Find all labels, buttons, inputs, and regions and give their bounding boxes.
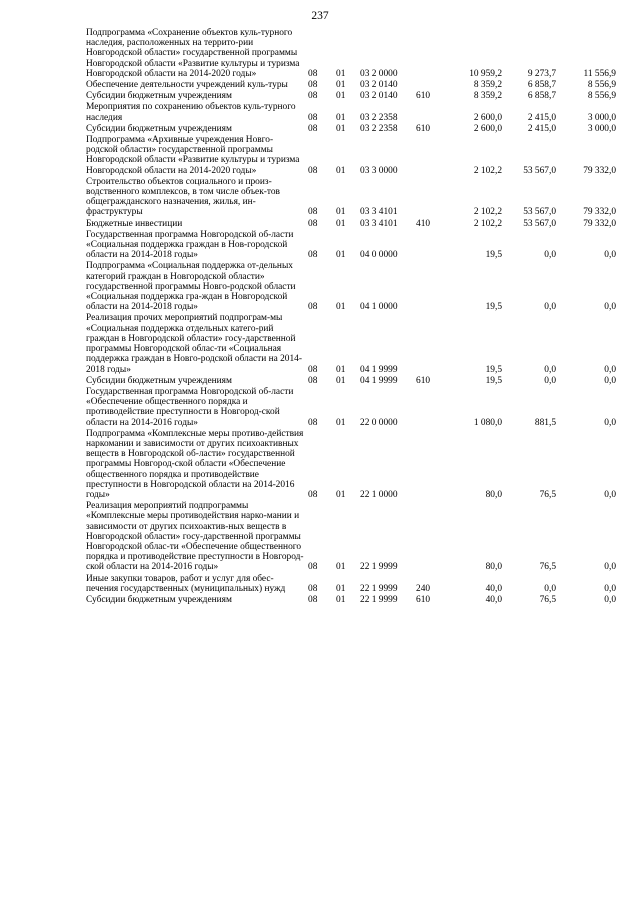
expense-type-cell [416, 500, 440, 572]
section-code-cell: 08 [308, 123, 318, 134]
section-code-cell: 08 [308, 302, 318, 313]
amount-year3-cell: 0,0 [604, 417, 616, 428]
row-name-cell: Подпрограмма «Сохранение объектов куль-турного наследия, расположенных на террито-рии Новгородской области» государственной программы Новгородской области «Развитие культуры и туризма Новгородской области на 2014-2020 годы» [86, 28, 300, 79]
section-code-cell: 08 [308, 207, 318, 218]
amount-year3-cell: 0,0 [604, 250, 616, 261]
amount-year1-cell: 40,0 [485, 594, 502, 605]
subsection-code-cell: 01 [336, 68, 346, 79]
amount-year2-cell: 2 415,0 [527, 112, 556, 123]
amount-year1-cell: 19,5 [485, 250, 502, 261]
subsection-code-cell: 01 [336, 250, 346, 261]
target-article-cell: 03 3 0000 [360, 165, 398, 176]
target-article-cell: 22 1 9999 [360, 562, 398, 573]
amount-year1-cell: 19,5 [485, 375, 502, 386]
table-row [86, 375, 616, 386]
subsection-code-cell: 01 [336, 583, 346, 594]
expense-type-cell [416, 229, 440, 261]
amount-year3-cell: 3 000,0 [587, 112, 616, 123]
expense-type-cell: 610 [416, 375, 431, 386]
subsection-code-cell: 01 [336, 91, 346, 102]
expense-type-cell [416, 28, 440, 79]
section-code-cell: 08 [308, 250, 318, 261]
section-code-cell: 08 [308, 583, 318, 594]
table-row [86, 90, 616, 101]
amount-year3-cell: 11 556,9 [583, 68, 616, 79]
expense-type-cell: 410 [416, 218, 431, 229]
amount-year2-cell: 881,5 [534, 417, 556, 428]
subsection-code-cell: 01 [336, 165, 346, 176]
amount-year1-cell: 80,0 [485, 489, 502, 500]
subsection-code-cell: 01 [336, 562, 346, 573]
subsection-code-cell: 01 [336, 375, 346, 386]
amount-year1-cell: 2 102,2 [473, 218, 502, 229]
expense-type-cell: 610 [416, 594, 431, 605]
subsection-code-cell: 01 [336, 123, 346, 134]
amount-year1-cell: 10 959,2 [469, 68, 502, 79]
row-name-cell: Субсидии бюджетным учреждениям [86, 91, 232, 102]
amount-year2-cell: 0,0 [544, 250, 556, 261]
amount-year3-cell: 0,0 [604, 583, 616, 594]
row-name-cell: Реализация мероприятий подпрограммы «Комплексные меры противодействия нарко-мании и зависимости от других психоактив-ных веществ в Новгородской области» госу-дарственной программы Новгородской облас-ти «Обеспечение общественного порядка и противодействие преступности в Новгород-ской области на 2014-2016 годы» [86, 501, 304, 573]
target-article-cell: 22 0 0000 [360, 417, 398, 428]
amount-year2-cell: 76,5 [539, 594, 556, 605]
subsection-code-cell: 01 [336, 489, 346, 500]
amount-year2-cell: 76,5 [539, 562, 556, 573]
target-article-cell: 03 2 0140 [360, 80, 398, 91]
table-row [86, 218, 616, 229]
table-row [86, 594, 616, 605]
target-article-cell: 22 1 9999 [360, 583, 398, 594]
section-code-cell: 08 [308, 594, 318, 605]
section-code-cell: 08 [308, 417, 318, 428]
subsection-code-cell: 01 [336, 302, 346, 313]
page-number: 237 [311, 10, 329, 22]
table-row [86, 260, 616, 312]
table-row [86, 386, 616, 428]
row-name-cell: Субсидии бюджетным учреждениям [86, 375, 232, 386]
amount-year3-cell: 0,0 [604, 375, 616, 386]
table-row [86, 573, 616, 594]
amount-year3-cell: 8 556,9 [587, 91, 616, 102]
table-row [86, 229, 616, 261]
row-name-cell: Подпрограмма «Архивные учреждения Новго-родской области» государственной программы Новгородской области «Развитие культуры и туризма Новгородской области на 2014-2020 годы» [86, 135, 300, 176]
target-article-cell: 03 2 2358 [360, 123, 398, 134]
amount-year2-cell: 53 567,0 [523, 207, 556, 218]
amount-year2-cell: 0,0 [544, 302, 556, 313]
amount-year2-cell: 0,0 [544, 583, 556, 594]
target-article-cell: 04 1 9999 [360, 375, 398, 386]
expense-type-cell [416, 386, 440, 428]
expense-type-cell [416, 312, 440, 374]
row-name-cell: Подпрограмма «Комплексные меры противо-действия наркомании и зависимости от других психоактивных веществ в Новгородской об-ласти» государственной программы Новгород-ской области «Обеспечение общественного порядка и противодействие преступности в Новгородской области на 2014-2016 годы» [86, 428, 304, 500]
subsection-code-cell: 01 [336, 594, 346, 605]
row-name-cell: Мероприятия по сохранению объектов куль-турного наследия [86, 102, 296, 123]
section-code-cell: 08 [308, 165, 318, 176]
target-article-cell: 03 2 2358 [360, 112, 398, 123]
amount-year3-cell: 79 332,0 [583, 165, 616, 176]
amount-year2-cell: 6 858,7 [527, 91, 556, 102]
amount-year1-cell: 19,5 [485, 364, 502, 375]
row-name-cell: Обеспечение деятельности учреждений куль-туры [86, 80, 288, 91]
section-code-cell: 08 [308, 112, 318, 123]
row-name-cell: Бюджетные инвестиции [86, 218, 183, 229]
row-name-cell: Субсидии бюджетным учреждениям [86, 594, 232, 605]
table-row [86, 428, 616, 500]
amount-year1-cell: 2 102,2 [473, 165, 502, 176]
expense-type-cell [416, 134, 440, 176]
amount-year1-cell: 80,0 [485, 562, 502, 573]
section-code-cell: 08 [308, 218, 318, 229]
target-article-cell: 03 2 0140 [360, 91, 398, 102]
section-code-cell: 08 [308, 91, 318, 102]
amount-year1-cell: 8 359,2 [473, 91, 502, 102]
amount-year3-cell: 0,0 [604, 302, 616, 313]
amount-year3-cell: 0,0 [604, 489, 616, 500]
amount-year2-cell: 53 567,0 [523, 218, 556, 229]
section-code-cell: 08 [308, 80, 318, 91]
expense-type-cell [416, 101, 440, 122]
row-name-cell: Государственная программа Новгородской об-ласти «Обеспечение общественного порядка и противодействие преступности в Новгород-ской области на 2014-2016 годы» [86, 386, 294, 428]
amount-year3-cell: 0,0 [604, 594, 616, 605]
expense-type-cell [416, 428, 440, 500]
row-name-cell: Строительство объектов социального и произ-водственного комплексов, в том числе объек-тов общегражданского назначения, жилья, ин-фраструктуры [86, 176, 280, 218]
section-code-cell: 08 [308, 489, 318, 500]
amount-year3-cell: 8 556,9 [587, 80, 616, 91]
amount-year2-cell: 2 415,0 [527, 123, 556, 134]
section-code-cell: 08 [308, 68, 318, 79]
amount-year1-cell: 40,0 [485, 583, 502, 594]
table-row [86, 28, 616, 79]
table-row [86, 134, 616, 176]
amount-year1-cell: 2 600,0 [473, 123, 502, 134]
table-row [86, 500, 616, 572]
amount-year3-cell: 0,0 [604, 562, 616, 573]
target-article-cell: 03 3 4101 [360, 218, 398, 229]
row-name-cell: Подпрограмма «Социальная поддержка от-дельных категорий граждан в Новгородской области» государственной программы Новго-родской области «Социальная поддержка гра-ждан в Новгородской области на 2014-2018 годы» [86, 261, 296, 313]
row-name-cell: Субсидии бюджетным учреждениям [86, 123, 232, 134]
target-article-cell: 22 1 0000 [360, 489, 398, 500]
amount-year2-cell: 0,0 [544, 375, 556, 386]
expense-type-cell: 240 [416, 583, 431, 594]
subsection-code-cell: 01 [336, 207, 346, 218]
amount-year2-cell: 76,5 [539, 489, 556, 500]
expense-type-cell [416, 260, 440, 312]
amount-year1-cell: 1 080,0 [473, 417, 502, 428]
table-row [86, 176, 616, 218]
target-article-cell: 22 1 9999 [360, 594, 398, 605]
amount-year3-cell: 3 000,0 [587, 123, 616, 134]
subsection-code-cell: 01 [336, 364, 346, 375]
amount-year2-cell: 0,0 [544, 364, 556, 375]
expense-type-cell: 610 [416, 123, 431, 134]
subsection-code-cell: 01 [336, 417, 346, 428]
amount-year1-cell: 8 359,2 [473, 80, 502, 91]
expense-type-cell [416, 176, 440, 218]
section-code-cell: 08 [308, 364, 318, 375]
table-row [86, 312, 616, 374]
amount-year1-cell: 19,5 [485, 302, 502, 313]
expense-type-cell [416, 79, 440, 90]
target-article-cell: 03 3 4101 [360, 207, 398, 218]
subsection-code-cell: 01 [336, 80, 346, 91]
table-row [86, 123, 616, 134]
expense-type-cell: 610 [416, 91, 431, 102]
amount-year3-cell: 0,0 [604, 364, 616, 375]
subsection-code-cell: 01 [336, 218, 346, 229]
target-article-cell: 04 1 0000 [360, 302, 398, 313]
budget-table [86, 28, 616, 605]
target-article-cell: 04 1 9999 [360, 364, 398, 375]
row-name-cell: Реализация прочих мероприятий подпрограм-мы «Социальная поддержка отдельных катего-рий граждан в Новгородской области» госу-дарственной программы Новгородской облас-ти «Социальная поддержка граждан в Новго-родской области на 2014-2018 годы» [86, 313, 302, 375]
amount-year1-cell: 2 600,0 [473, 112, 502, 123]
amount-year2-cell: 6 858,7 [527, 80, 556, 91]
amount-year1-cell: 2 102,2 [473, 207, 502, 218]
row-name-cell: Иные закупки товаров, работ и услуг для обес-печения государственных (муниципальных) нужд [86, 573, 286, 594]
section-code-cell: 08 [308, 375, 318, 386]
section-code-cell: 08 [308, 562, 318, 573]
table-row [86, 101, 616, 122]
amount-year2-cell: 9 273,7 [527, 68, 556, 79]
subsection-code-cell: 01 [336, 112, 346, 123]
amount-year2-cell: 53 567,0 [523, 165, 556, 176]
row-name-cell: Государственная программа Новгородской об-ласти «Социальная поддержка граждан в Нов-городской области на 2014-2018 годы» [86, 229, 294, 261]
amount-year3-cell: 79 332,0 [583, 218, 616, 229]
table-body [86, 28, 616, 605]
amount-year3-cell: 79 332,0 [583, 207, 616, 218]
table-row [86, 79, 616, 90]
target-article-cell: 03 2 0000 [360, 68, 398, 79]
target-article-cell: 04 0 0000 [360, 250, 398, 261]
